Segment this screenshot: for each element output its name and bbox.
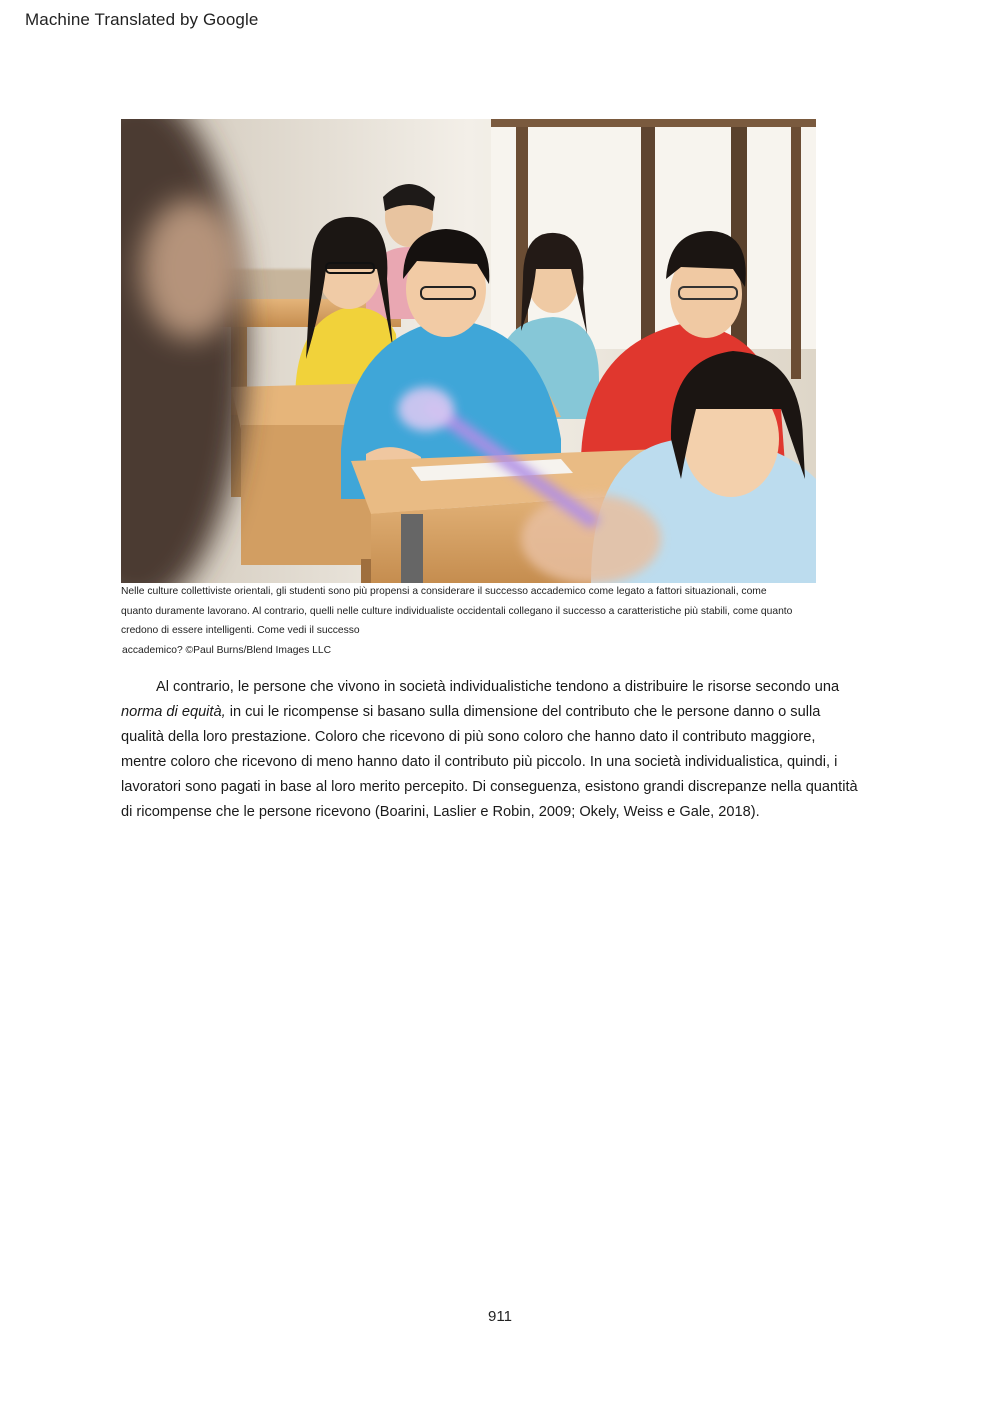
photo-credit: accademico? ©Paul Burns/Blend Images LLC [122,644,332,656]
paragraph-line [121,700,901,725]
figure-caption [121,582,831,660]
italic-term: norma di equità, [121,704,226,720]
caption-line: Nelle culture collettiviste orientali, gli studenti sono più propensi a considerare il successo accademico come legato a fattori situazionali, come [121,586,767,597]
paragraph-line: mentre coloro che ricevono di meno hanno dato il contributo più piccolo. In una società individualistica, quindi, i [121,754,838,770]
machine-translation-watermark: Machine Translated by Google [25,10,259,29]
classroom-photo [121,119,816,583]
paragraph-line: di ricompense che le persone ricevono (Boarini, Laslier e Robin, 2009; Okely, Weiss e Gale, 2018). [121,804,760,820]
body-paragraph [121,675,901,825]
paragraph-line: lavoratori sono pagati in base al loro merito percepito. Di conseguenza, esistono grandi discrepanze nella quantità [121,779,858,795]
caption-line: credono di essere intelligenti. Come vedi il successo [121,625,360,636]
caption-line: quanto duramente lavorano. Al contrario, quelli nelle culture individualiste occidentali collegano il successo a caratteristiche più stabili, come quanto [121,605,793,617]
paragraph-line-rest: in cui le ricompense si basano sulla dimensione del contributo che le persone danno o sulla [225,704,821,720]
paragraph-line: qualità della loro prestazione. Coloro che ricevono di più sono coloro che hanno dato il contributo maggiore, [121,729,816,745]
paragraph-line: Al contrario, le persone che vivono in società individualistiche tendono a distribuire le risorse secondo una [156,679,840,695]
page-number: 911 [488,1308,512,1325]
